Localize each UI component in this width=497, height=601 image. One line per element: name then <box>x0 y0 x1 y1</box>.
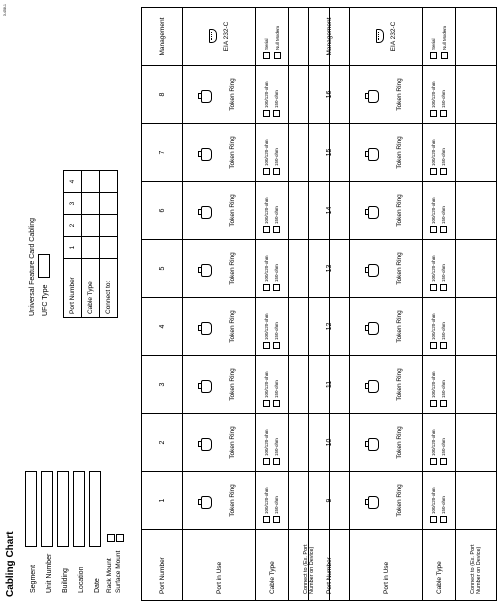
rack-mount-label: Rack Mount <box>106 558 113 593</box>
cable-option-checkbox[interactable] <box>440 110 447 117</box>
ufc-connect-cell[interactable] <box>100 237 118 259</box>
building-label: Building <box>62 568 69 593</box>
cable-option[interactable] <box>272 472 282 529</box>
token-ring-label: Token Ring <box>229 194 236 227</box>
management-option-label: Serial <box>264 38 269 50</box>
cable-option-checkbox[interactable] <box>273 284 280 291</box>
cable-option-checkbox[interactable] <box>263 458 270 465</box>
management-option-label: Null Modem <box>442 25 447 50</box>
rj45-connector-icon <box>201 496 212 509</box>
token-ring-option[interactable] <box>350 124 422 181</box>
token-ring-option[interactable] <box>183 298 255 355</box>
connect-cell[interactable] <box>456 240 497 298</box>
chart-title: Cabling Chart <box>5 531 16 597</box>
cable-option-checkbox[interactable] <box>263 226 270 233</box>
token-ring-label: Token Ring <box>396 310 403 343</box>
location-label: Location <box>78 566 85 593</box>
connect-cell[interactable] <box>456 356 497 414</box>
cable-type-cell <box>423 414 456 472</box>
cable-option[interactable] <box>439 414 449 471</box>
cable-option[interactable] <box>429 298 439 355</box>
management-mode-cell <box>256 8 289 66</box>
ufc-connect-cell[interactable] <box>100 193 118 215</box>
cable-option-checkbox[interactable] <box>440 458 447 465</box>
token-ring-option[interactable] <box>183 472 255 529</box>
cable-option[interactable] <box>429 124 439 181</box>
cable-option-checkbox[interactable] <box>440 516 447 523</box>
ufc-cable-type-header: Cable Type <box>82 259 100 318</box>
token-ring-option[interactable] <box>350 240 422 297</box>
cable-option-label: 100/120-ohm <box>431 371 436 398</box>
cable-option[interactable] <box>272 414 282 471</box>
management-option-checkbox[interactable] <box>430 52 437 59</box>
ufc-port-number-header: Port Number <box>64 259 82 318</box>
cable-type-cell <box>256 240 289 298</box>
cable-type-cell <box>256 66 289 124</box>
rj45-connector-icon <box>368 438 379 451</box>
cable-option-checkbox[interactable] <box>273 110 280 117</box>
port-in-use-cell[interactable] <box>350 472 423 530</box>
cable-type-cell <box>423 240 456 298</box>
cable-type-row <box>423 8 456 601</box>
connect-cell[interactable] <box>456 298 497 356</box>
cable-type-cell <box>423 298 456 356</box>
serial-connector-icon <box>376 30 384 44</box>
cable-option-label: 100/120-ohm <box>264 139 269 166</box>
port-number-cell: 9 <box>309 472 350 530</box>
port-in-use-row <box>350 8 423 601</box>
port-in-use-cell[interactable] <box>183 356 256 414</box>
token-ring-label: Token Ring <box>229 78 236 111</box>
cable-option-checkbox[interactable] <box>430 400 437 407</box>
cable-option-label: 100/120-ohm <box>264 429 269 456</box>
cable-option[interactable] <box>272 298 282 355</box>
token-ring-label: Token Ring <box>396 368 403 401</box>
cable-option[interactable] <box>439 66 449 123</box>
cable-option-checkbox[interactable] <box>273 516 280 523</box>
cable-option-label: 100/120-ohm <box>431 313 436 340</box>
connect-cell[interactable] <box>456 182 497 240</box>
cable-type-cell <box>256 356 289 414</box>
token-ring-option[interactable] <box>183 414 255 471</box>
port-number-cell: 15 <box>309 124 350 182</box>
cable-option-checkbox[interactable] <box>440 400 447 407</box>
cable-option-label: 150-ohm <box>441 380 446 398</box>
management-port-cell[interactable] <box>350 8 423 66</box>
rj45-connector-icon <box>368 90 379 103</box>
cable-option-checkbox[interactable] <box>263 110 270 117</box>
cable-option-label: 100/120-ohm <box>264 255 269 282</box>
cable-option[interactable] <box>262 240 272 297</box>
token-ring-label: Token Ring <box>229 368 236 401</box>
cable-option-label: 100/120-ohm <box>431 139 436 166</box>
port-number-header: Port Number <box>309 530 350 601</box>
cable-option-checkbox[interactable] <box>263 342 270 349</box>
ufc-port-3: 3 <box>64 193 82 215</box>
ufc-cable-type-cell[interactable] <box>82 171 100 193</box>
cable-option[interactable] <box>262 472 272 529</box>
port-number-cell: 4 <box>142 298 183 356</box>
cable-option[interactable] <box>262 356 272 413</box>
cable-option[interactable] <box>272 240 282 297</box>
cable-option-checkbox[interactable] <box>430 516 437 523</box>
rj45-connector-icon <box>368 322 379 335</box>
ufc-cable-type-row <box>82 171 100 318</box>
port-in-use-cell[interactable] <box>350 182 423 240</box>
cable-type-row <box>256 8 289 601</box>
ufc-port-number-row <box>64 171 82 318</box>
token-ring-option[interactable] <box>350 414 422 471</box>
token-ring-label: Token Ring <box>396 252 403 285</box>
cable-option[interactable] <box>262 298 272 355</box>
management-connect-cell[interactable] <box>456 8 497 66</box>
cable-option-label: 100/120-ohm <box>264 487 269 514</box>
cable-type-header: Cable Type <box>423 530 456 601</box>
management-option-label: Serial <box>431 38 436 50</box>
cable-option-checkbox[interactable] <box>430 458 437 465</box>
management-port-cell[interactable] <box>183 8 256 66</box>
port-in-use-cell[interactable] <box>183 182 256 240</box>
cable-option[interactable] <box>439 298 449 355</box>
port-in-use-cell[interactable] <box>183 472 256 530</box>
ufc-cable-type-cell[interactable] <box>82 193 100 215</box>
cable-option[interactable] <box>262 182 272 239</box>
management-header: Management <box>309 8 350 66</box>
ufc-connect-header: Connect to: <box>100 259 118 318</box>
cable-option-label: 100/120-ohm <box>264 371 269 398</box>
port-number-cell: 10 <box>309 414 350 472</box>
management-option[interactable] <box>272 8 283 65</box>
token-ring-label: Token Ring <box>396 426 403 459</box>
port-in-use-cell[interactable] <box>350 240 423 298</box>
cable-option-checkbox[interactable] <box>430 110 437 117</box>
token-ring-option[interactable] <box>350 472 422 529</box>
cable-type-cell <box>256 182 289 240</box>
cable-option[interactable] <box>439 124 449 181</box>
port-number-cell: 16 <box>309 66 350 124</box>
rj45-connector-icon <box>368 264 379 277</box>
surface-mount-checkbox[interactable] <box>116 534 124 542</box>
port-number-row <box>309 8 350 601</box>
unit-number-field[interactable] <box>41 471 53 547</box>
cable-type-header: Cable Type <box>256 530 289 601</box>
port-in-use-row <box>183 8 256 601</box>
cable-option-label: 150-ohm <box>274 148 279 166</box>
cable-option[interactable] <box>439 472 449 529</box>
token-ring-option[interactable] <box>350 182 422 239</box>
serial-connector-icon <box>209 30 217 44</box>
cable-option-checkbox[interactable] <box>273 168 280 175</box>
management-option[interactable] <box>261 8 272 65</box>
cable-option[interactable] <box>439 240 449 297</box>
rj45-connector-icon <box>368 148 379 161</box>
rj45-connector-icon <box>368 496 379 509</box>
port-in-use-cell[interactable] <box>183 298 256 356</box>
connect-cell[interactable] <box>456 472 497 530</box>
cable-type-cell <box>256 124 289 182</box>
ufc-connect-cell[interactable] <box>100 215 118 237</box>
token-ring-label: Token Ring <box>229 426 236 459</box>
port-number-cell: 3 <box>142 356 183 414</box>
surface-mount-label: Surface Mount <box>115 550 122 593</box>
port-number-cell: 6 <box>142 182 183 240</box>
port-in-use-cell[interactable] <box>183 66 256 124</box>
port-number-cell: 8 <box>142 66 183 124</box>
cable-option[interactable] <box>429 414 439 471</box>
rj45-connector-icon <box>201 264 212 277</box>
cable-type-cell <box>256 298 289 356</box>
rj45-connector-icon <box>201 90 212 103</box>
port-in-use-cell[interactable] <box>350 124 423 182</box>
cable-option-label: 100/120-ohm <box>431 81 436 108</box>
token-ring-option[interactable] <box>350 66 422 123</box>
cable-option-label: 150-ohm <box>274 206 279 224</box>
cable-option-checkbox[interactable] <box>430 168 437 175</box>
cable-option-label: 150-ohm <box>441 438 446 456</box>
port-number-cell: 2 <box>142 414 183 472</box>
management-header: Management <box>142 8 183 66</box>
port-number-cell: 7 <box>142 124 183 182</box>
cable-option[interactable] <box>439 356 449 413</box>
management-option-checkbox[interactable] <box>263 52 270 59</box>
cable-option-checkbox[interactable] <box>440 168 447 175</box>
token-ring-option[interactable] <box>183 124 255 181</box>
management-option-label: Null Modem <box>275 25 280 50</box>
connect-cell[interactable] <box>456 66 497 124</box>
token-ring-option[interactable] <box>350 356 422 413</box>
cable-option[interactable] <box>272 182 282 239</box>
port-number-cell: 14 <box>309 182 350 240</box>
cable-option-checkbox[interactable] <box>430 284 437 291</box>
cable-option-checkbox[interactable] <box>440 284 447 291</box>
cable-option-label: 150-ohm <box>441 322 446 340</box>
ufc-port-2: 2 <box>64 215 82 237</box>
cable-option[interactable] <box>272 124 282 181</box>
cable-type-cell <box>423 182 456 240</box>
token-ring-label: Token Ring <box>229 136 236 169</box>
connect-cell[interactable] <box>456 124 497 182</box>
port-in-use-header: Port in Use <box>183 530 256 601</box>
port-in-use-cell[interactable] <box>350 298 423 356</box>
management-option[interactable] <box>439 8 450 65</box>
cable-option-checkbox[interactable] <box>273 342 280 349</box>
rj45-connector-icon <box>201 206 212 219</box>
eia-232-label: EIA 232-C <box>389 21 397 52</box>
cable-option[interactable] <box>429 182 439 239</box>
ports-9-16-table <box>308 7 497 601</box>
cable-option-label: 150-ohm <box>274 496 279 514</box>
cable-option-label: 100/120-ohm <box>431 255 436 282</box>
rack-mount-checkbox[interactable] <box>107 534 115 542</box>
ufc-port-4: 4 <box>64 171 82 193</box>
cable-type-cell <box>256 472 289 530</box>
cable-option[interactable] <box>429 472 439 529</box>
cable-option-checkbox[interactable] <box>440 342 447 349</box>
ufc-port-1: 1 <box>64 237 82 259</box>
cable-option-checkbox[interactable] <box>430 226 437 233</box>
connect-row <box>456 8 497 601</box>
management-option-checkbox[interactable] <box>441 52 448 59</box>
token-ring-label: Token Ring <box>229 310 236 343</box>
ufc-type-label: UFC Type <box>42 284 49 316</box>
port-number-cell: 13 <box>309 240 350 298</box>
ufc-type-field[interactable] <box>38 254 50 278</box>
rj45-connector-icon <box>201 380 212 393</box>
cable-option-label: 150-ohm <box>441 264 446 282</box>
rj45-connector-icon <box>201 322 212 335</box>
token-ring-option[interactable] <box>350 298 422 355</box>
cable-option-label: 150-ohm <box>274 90 279 108</box>
token-ring-option[interactable] <box>183 240 255 297</box>
cable-type-cell <box>423 66 456 124</box>
cable-option-label: 150-ohm <box>441 496 446 514</box>
ufc-cable-type-cell[interactable] <box>82 237 100 259</box>
cable-option-checkbox[interactable] <box>430 342 437 349</box>
rj45-connector-icon <box>368 380 379 393</box>
date-field[interactable] <box>89 471 101 547</box>
token-ring-label: Token Ring <box>396 136 403 169</box>
ufc-connect-cell[interactable] <box>100 171 118 193</box>
token-ring-option[interactable] <box>183 66 255 123</box>
cable-option-label: 150-ohm <box>274 380 279 398</box>
cable-option-label: 150-ohm <box>441 90 446 108</box>
port-in-use-cell[interactable] <box>350 414 423 472</box>
segment-label: Segment <box>30 564 37 593</box>
ufc-connect-row <box>100 171 118 318</box>
rj45-connector-icon <box>201 438 212 451</box>
cable-option-checkbox[interactable] <box>263 516 270 523</box>
cable-type-cell <box>423 356 456 414</box>
port-number-cell: 1 <box>142 472 183 530</box>
port-number-cell: 12 <box>309 298 350 356</box>
cable-option-label: 150-ohm <box>274 264 279 282</box>
cable-option[interactable] <box>429 356 439 413</box>
date-label: Date <box>94 578 101 593</box>
cable-option-label: 100/120-ohm <box>431 487 436 514</box>
management-option-checkbox[interactable] <box>274 52 281 59</box>
cable-option-label: 100/120-ohm <box>431 197 436 224</box>
port-in-use-cell[interactable] <box>350 356 423 414</box>
cable-option[interactable] <box>429 240 439 297</box>
connect-header: Connect to (Ex. Port Number on Device) <box>289 530 330 601</box>
management-option[interactable] <box>428 8 439 65</box>
cable-option[interactable] <box>272 356 282 413</box>
connect-header: Connect to (Ex. Port Number on Device) <box>456 530 497 601</box>
cable-option-label: 100/120-ohm <box>264 197 269 224</box>
ufc-port-table <box>63 170 118 318</box>
port-in-use-header: Port in Use <box>350 530 423 601</box>
token-ring-option[interactable] <box>183 182 255 239</box>
eia-232-label: EIA 232-C <box>222 21 230 52</box>
port-in-use-cell[interactable] <box>183 124 256 182</box>
cable-type-cell <box>423 124 456 182</box>
token-ring-label: Token Ring <box>229 252 236 285</box>
ports-1-8-table <box>141 7 330 601</box>
cable-option-label: 100/120-ohm <box>264 313 269 340</box>
rj45-connector-icon <box>368 206 379 219</box>
token-ring-label: Token Ring <box>396 484 403 517</box>
token-ring-label: Token Ring <box>229 484 236 517</box>
rj45-connector-icon <box>201 148 212 161</box>
token-ring-option[interactable] <box>183 356 255 413</box>
segment-field[interactable] <box>25 471 37 547</box>
cable-option[interactable] <box>272 66 282 123</box>
connect-cell[interactable] <box>456 414 497 472</box>
cable-option-checkbox[interactable] <box>263 168 270 175</box>
cable-option[interactable] <box>262 124 272 181</box>
port-number-cell: 11 <box>309 356 350 414</box>
port-in-use-cell[interactable] <box>350 66 423 124</box>
cable-option-label: 150-ohm <box>441 206 446 224</box>
cable-option[interactable] <box>439 182 449 239</box>
cable-type-cell <box>256 414 289 472</box>
token-ring-label: Token Ring <box>396 194 403 227</box>
location-field[interactable] <box>73 471 85 547</box>
cable-option-label: 150-ohm <box>274 438 279 456</box>
port-in-use-cell[interactable] <box>183 240 256 298</box>
cable-option-checkbox[interactable] <box>263 400 270 407</box>
port-number-row <box>142 8 183 601</box>
unit-number-label: Unit Number <box>46 553 53 593</box>
cable-option-checkbox[interactable] <box>273 458 280 465</box>
cable-option-label: 100/120-ohm <box>264 81 269 108</box>
cable-option-label: 150-ohm <box>441 148 446 166</box>
cable-option-checkbox[interactable] <box>440 226 447 233</box>
cable-option-checkbox[interactable] <box>273 226 280 233</box>
token-ring-label: Token Ring <box>396 78 403 111</box>
cable-option[interactable] <box>262 66 272 123</box>
cable-option-checkbox[interactable] <box>273 400 280 407</box>
port-number-cell: 5 <box>142 240 183 298</box>
cable-option-label: 100/120-ohm <box>431 429 436 456</box>
ufc-cable-type-cell[interactable] <box>82 215 100 237</box>
document-reference: 3-458-1 <box>3 4 7 17</box>
port-in-use-cell[interactable] <box>183 414 256 472</box>
port-number-header: Port Number <box>142 530 183 601</box>
building-field[interactable] <box>57 471 69 547</box>
management-mode-cell <box>423 8 456 66</box>
cable-option[interactable] <box>262 414 272 471</box>
cable-type-cell <box>423 472 456 530</box>
cable-option-label: 150-ohm <box>274 322 279 340</box>
cable-option-checkbox[interactable] <box>263 284 270 291</box>
cable-option[interactable] <box>429 66 439 123</box>
ufc-title: Universal Feature Card Cabling <box>29 217 36 316</box>
